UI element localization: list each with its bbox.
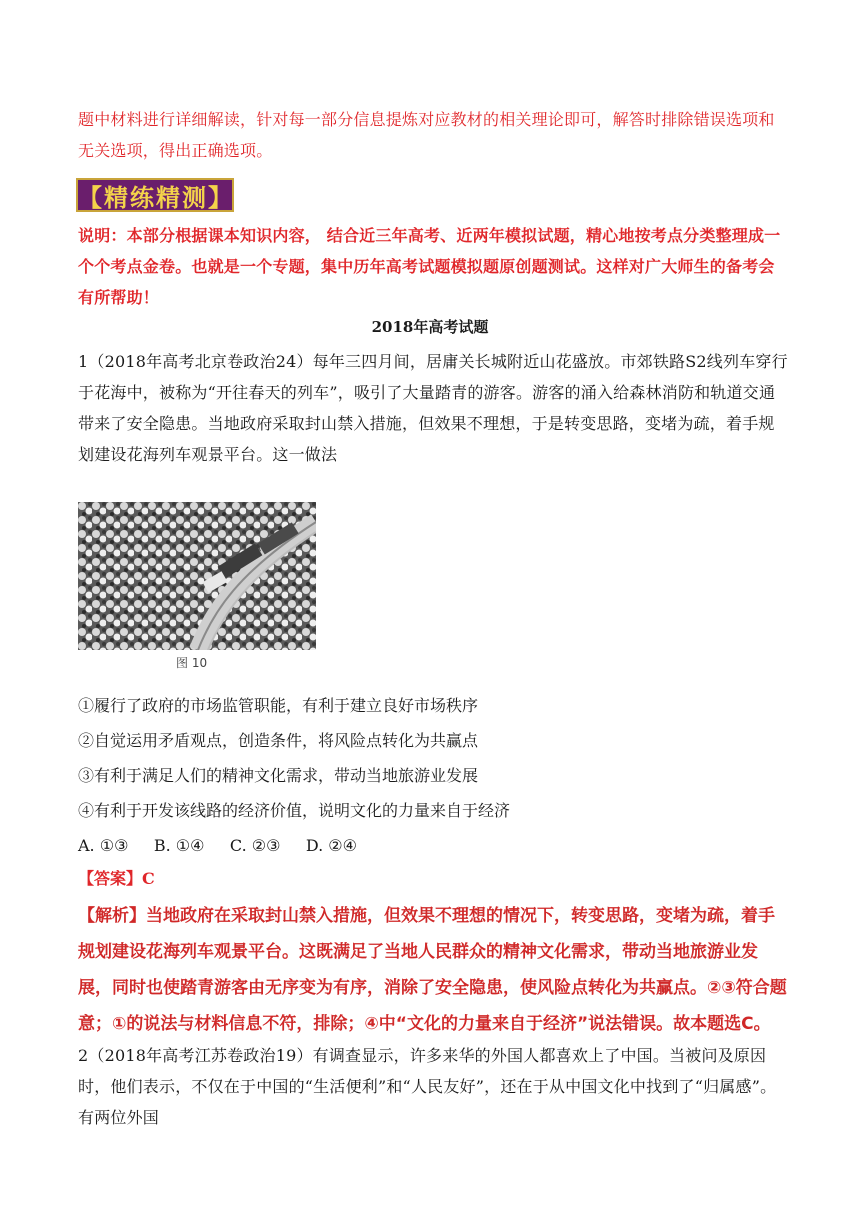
- answer-choices: A. ①③ B. ①④ C. ②③ D. ②④: [78, 836, 357, 855]
- question-2-stem: 2（2018年高考江苏卷政治19）有调查显示，许多来华的外国人都喜欢上了中国。当被问及原因时，他们表示，不仅在于中国的“生活便利”和“人民友好”，还在于从中国文化中找到了“归属感”。有两位外国: [78, 1046, 777, 1127]
- section-banner: 【精练精测】: [76, 178, 234, 212]
- option-1: ①履行了政府的市场监管职能，有利于建立良好市场秩序: [78, 696, 479, 715]
- train-photo: [78, 502, 316, 650]
- intro-paragraph: 题中材料进行详细解读，针对每一部分信息提炼对应教材的相关理论即可，解答时排除错误选项和无关选项，得出正确选项。: [78, 110, 775, 160]
- analysis-paragraph: 【解析】当地政府在采取封山禁入措施，但效果不理想的情况下，转变思路，变堵为疏，着手规划建设花海列车观景平台。这既满足了当地人民群众的精神文化需求，带动当地旅游业发展，同时也使踏青游客由无序变为有序，消除了安全隐患，使风险点转化为共赢点。②③符合题意；①的说法与材料信息不符，排除；④中“文化的力量来自于经济”说法错误。故本题选C。: [78, 906, 787, 1034]
- note-paragraph: 说明：本部分根据课本知识内容， 结合近三年高考、近两年模拟试题，精心地按考点分类整理成一个个考点金卷。也就是一个专题，集中历年高考试题模拟题原创题测试。这样对广大师生的备考会有所帮助！: [78, 226, 781, 307]
- option-3: ③有利于满足人们的精神文化需求，带动当地旅游业发展: [78, 766, 479, 785]
- option-2: ②自觉运用矛盾观点，创造条件，将风险点转化为共赢点: [78, 731, 479, 750]
- section-title: 2018年高考试题: [371, 318, 489, 336]
- question-1-stem: 1（2018年高考北京卷政治24）每年三四月间，居庸关长城附近山花盛放。市郊铁路S2线列车穿行于花海中，被称为“开往春天的列车”，吸引了大量踏青的游客。游客的涌入给森林消防和轨道交通带来了安全隐患。当地政府采取封山禁入措施，但效果不理想，于是转变思路，变堵为疏，着手规划建设花海列车观景平台。这一做法: [78, 352, 788, 464]
- flower-sea-train-image: [78, 502, 316, 650]
- answer-label: 【答案】C: [78, 869, 155, 888]
- figure-caption: 图 10: [176, 656, 208, 670]
- option-4: ④有利于开发该线路的经济价值，说明文化的力量来自于经济: [78, 801, 511, 820]
